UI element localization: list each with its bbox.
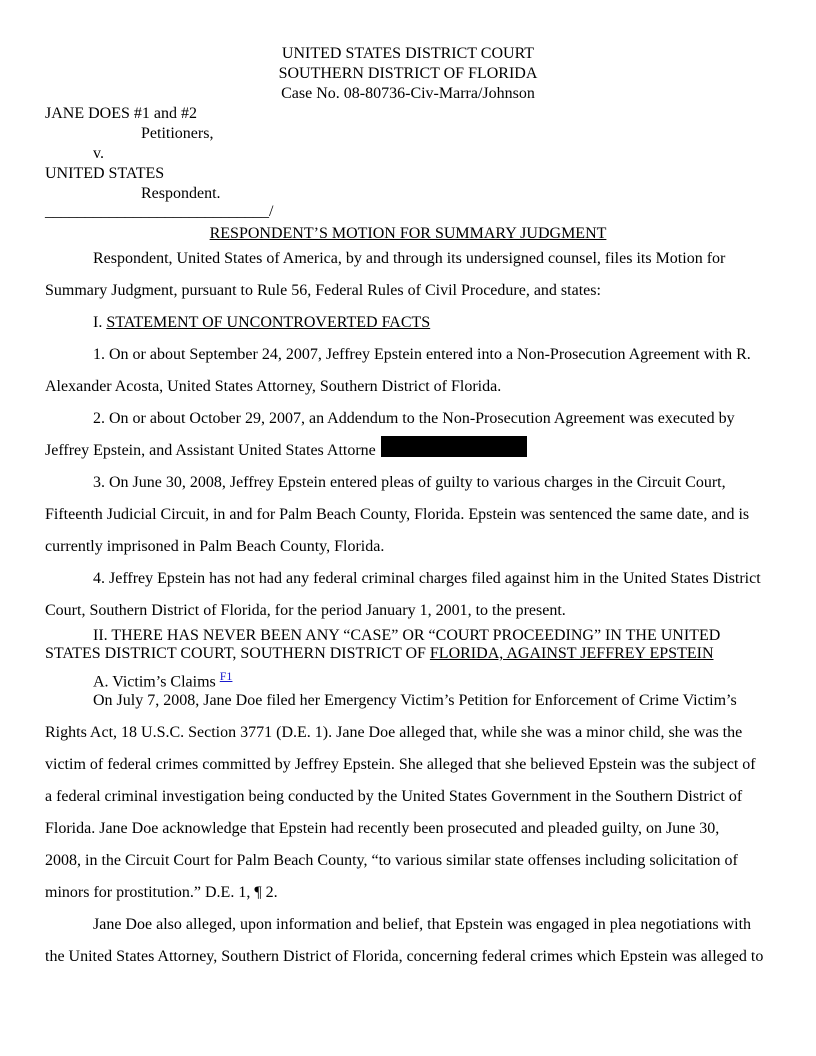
section-heading-text: STATEMENT OF UNCONTROVERTED FACTS xyxy=(106,314,431,331)
section-heading-2-text: STATES DISTRICT COURT, SOUTHERN DISTRICT OF xyxy=(45,645,430,662)
body-line: Alexander Acosta, United States Attorney, Southern District of Florida. xyxy=(45,378,502,395)
body-line: Summary Judgment, pursuant to Rule 56, Federal Rules of Civil Procedure, and states: xyxy=(45,282,601,299)
body-line: 2008, in the Circuit Court for Palm Beach County, “to various similar state offenses including solicitation of xyxy=(45,852,738,869)
body-line: 1. On or about September 24, 2007, Jeffrey Epstein entered into a Non-Prosecution Agreement with R. xyxy=(93,346,751,363)
redaction-box xyxy=(381,436,527,457)
case-number: Case No. 08-80736-Civ-Marra/Johnson xyxy=(281,85,535,102)
body-line: On July 7, 2008, Jane Doe filed her Emergency Victim’s Petition for Enforcement of Crime Victim’s xyxy=(93,692,737,709)
body-line: Fifteenth Judicial Circuit, in and for Palm Beach County, Florida. Epstein was sentenced the same date, and is xyxy=(45,506,750,523)
body-line: Court, Southern District of Florida, for the period January 1, 2001, to the present. xyxy=(45,602,566,619)
document-title: RESPONDENT’S MOTION FOR SUMMARY JUDGMENT xyxy=(209,225,607,242)
body-line: Florida. Jane Doe acknowledge that Epstein had recently been prosecuted and pleaded guilty, on June 30, xyxy=(45,820,720,837)
versus: v. xyxy=(93,145,104,162)
respondent-role: Respondent. xyxy=(141,185,221,202)
caption-rule-line: ____________________________/ xyxy=(45,203,274,220)
footnote-link[interactable]: F1 xyxy=(219,669,233,683)
court-district: SOUTHERN DISTRICT OF FLORIDA xyxy=(278,65,538,82)
body-line: victim of federal crimes committed by Jeffrey Epstein. She alleged that she believed Epstein was the subject of xyxy=(45,756,756,773)
body-line: Respondent, United States of America, by and through its undersigned counsel, files its Motion for xyxy=(93,250,726,267)
body-line: a federal criminal investigation being conducted by the United States Government in the Southern District of xyxy=(45,788,743,805)
document-title-wrap xyxy=(0,224,816,244)
body-line: 2. On or about October 29, 2007, an Addendum to the Non-Prosecution Agreement was executed by xyxy=(93,410,735,427)
body-line: currently imprisoned in Palm Beach County, Florida. xyxy=(45,538,385,555)
section-numeral: I. xyxy=(93,314,107,331)
body-line: the United States Attorney, Southern District of Florida, concerning federal crimes which Epstein was alleged to xyxy=(45,948,764,965)
body-line: Rights Act, 18 U.S.C. Section 3771 (D.E. 1). Jane Doe alleged that, while she was a minor child, she was the xyxy=(45,724,743,741)
subsection-heading-text: A. Victim’s Claims xyxy=(93,673,216,691)
section-heading-1 xyxy=(93,313,430,333)
body-line: Jane Doe also alleged, upon information and belief, that Epstein was engaged in plea negotiations with xyxy=(93,916,752,933)
petitioner-role: Petitioners, xyxy=(141,125,214,142)
body-line: 3. On June 30, 2008, Jeffrey Epstein entered pleas of guilty to various charges in the Circuit Court, xyxy=(93,474,726,491)
court-name: UNITED STATES DISTRICT COURT xyxy=(281,45,535,62)
body-line: Jeffrey Epstein, and Assistant United States Attorne xyxy=(45,442,376,459)
section-heading-2-line1: II. THERE HAS NEVER BEEN ANY “CASE” OR “COURT PROCEEDING” IN THE UNITED xyxy=(93,627,721,644)
petitioner-name: JANE DOES #1 and #2 xyxy=(45,105,197,122)
section-heading-2-line2 xyxy=(45,644,714,664)
body-line: 4. Jeffrey Epstein has not had any federal criminal charges filed against him in the United States District xyxy=(93,570,761,587)
section-heading-2-underlined: FLORIDA, AGAINST JEFFREY EPSTEIN xyxy=(429,645,714,662)
body-line: minors for prostitution.” D.E. 1, ¶ 2. xyxy=(45,884,278,901)
respondent-name: UNITED STATES xyxy=(45,165,165,182)
subsection-heading xyxy=(93,666,232,692)
